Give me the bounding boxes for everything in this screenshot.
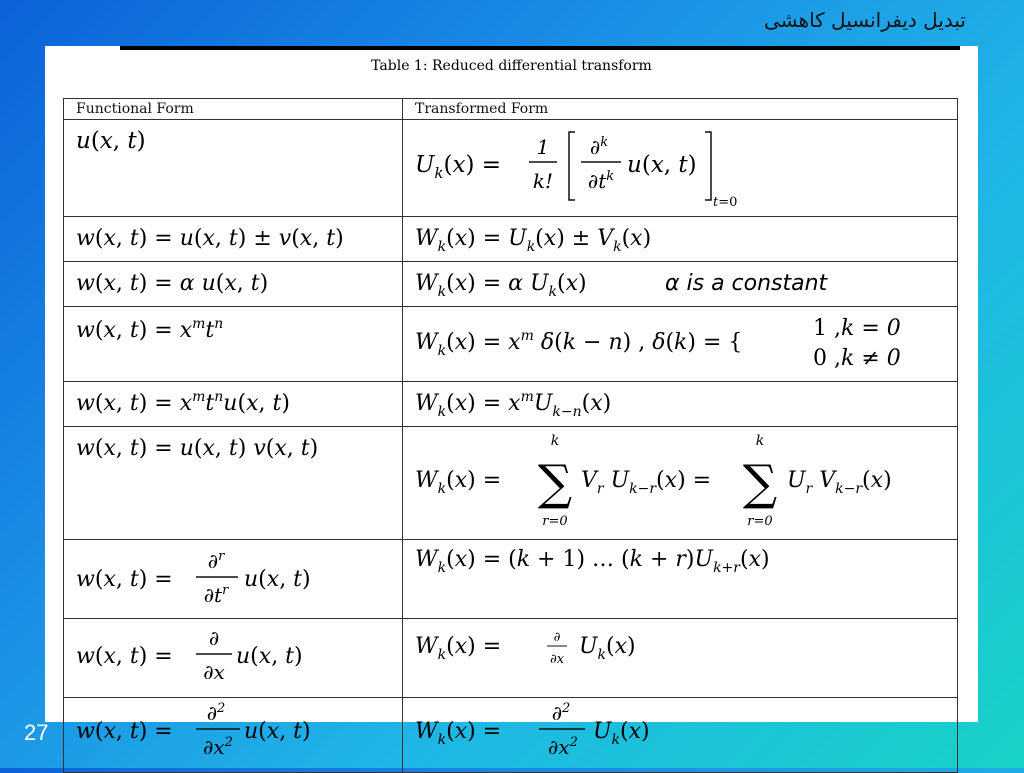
svg-text:∑: ∑	[742, 455, 778, 511]
svg-text:w(x, t) = α u(x, t): w(x, t) = α u(x, t)	[76, 271, 269, 296]
functional-cell	[64, 217, 403, 262]
transformed-cell	[403, 427, 958, 540]
table-row	[64, 540, 958, 619]
table-row	[64, 120, 958, 217]
formula-functional-9	[76, 698, 386, 764]
svg-text:∂: ∂	[208, 626, 220, 650]
formula-functional-4	[76, 311, 386, 345]
table-row	[64, 307, 958, 382]
slide-title: تبدیل دیفرانسیل کاهشی	[764, 8, 966, 32]
svg-text:u(x, t): u(x, t)	[244, 719, 311, 744]
transformed-cell	[403, 698, 958, 773]
table-row	[64, 698, 958, 773]
svg-text:w(x, t) = xmtn: w(x, $t) = x^mt^n$	[76, 316, 224, 343]
svg-text:u(x, t): u(x, t)	[236, 644, 303, 669]
formula-transformed-1	[415, 124, 935, 208]
svg-text:Wk(x) =: $W_k(x)$ =	[415, 634, 502, 663]
svg-text:Wk(x) = xm δ(k − n) , δ(k) =: $W_k(x) = x^m$ δ(k − n) , δ(k) = {	[415, 328, 743, 359]
table-row	[64, 382, 958, 427]
svg-text:Wk(x) = (k + 1) … (k + r)Uk+r(: $W_k(x) = (k + 1)$ … $(k + r)U_{k+r}(x)$	[415, 547, 770, 576]
functional-cell	[64, 427, 403, 540]
svg-text:α is a constant: α is a constant	[665, 271, 828, 296]
formula-transformed-4	[415, 311, 945, 373]
page-number: 27	[24, 720, 49, 745]
functional-cell	[64, 262, 403, 307]
formula-functional-2	[76, 221, 386, 253]
functional-cell	[64, 307, 403, 382]
transformed-cell	[403, 120, 958, 217]
svg-text:u(x, t): u(x, t)	[244, 567, 311, 592]
svg-text:∂: ∂	[553, 630, 561, 645]
content-panel	[45, 46, 978, 759]
svg-text:w(x, t) = xmtnu(x, t): w(x, $t) = x^mt^nu(x$, t)	[76, 389, 290, 416]
svg-text:∂r: ∂$^r$	[207, 549, 225, 573]
formula-transformed-8	[415, 623, 935, 683]
formula-functional-1	[76, 124, 376, 158]
svg-text:r=0: r=0	[542, 514, 568, 529]
formula-functional-8	[76, 623, 386, 689]
table-row	[64, 619, 958, 698]
svg-text:Wk(x) =: $W_k(x)$ =	[415, 719, 502, 748]
svg-text:w(x, t) = u(x, t) ± v(x, t): w(x, t) = u(x, t) ± v(x, t)	[76, 226, 344, 251]
svg-text:Wk(x) =: $W_k(x)$ =	[415, 468, 502, 497]
svg-text:∂x2: $\partial x^2$	[203, 735, 233, 759]
header-functional-form: Functional Form	[64, 99, 403, 120]
formula-functional-7	[76, 544, 386, 610]
svg-text:Wk(x) = α Uk(x): $W_k(x) = \alpha$ $U_k(x)$	[415, 271, 587, 298]
svg-text:Vr Uk−r(x) =: $V_r$ $U_{k-r}(x)$ =	[581, 468, 712, 497]
svg-text:u(x, t): u(x, t)	[627, 152, 697, 178]
formula-transformed-6	[415, 431, 945, 531]
svg-text:Ur Vk−r(x): $U_r$ $V_{k-r}(x)$	[787, 468, 892, 497]
transformed-cell	[403, 540, 958, 619]
svg-text:k: k	[550, 433, 560, 449]
functional-cell	[64, 540, 403, 619]
transformed-cell	[403, 619, 958, 698]
top-rule	[120, 46, 960, 50]
svg-text:Uk(x) =: $U_k(x)$ =	[415, 152, 502, 182]
svg-text:∂2: ∂$^2$	[206, 701, 226, 725]
table-row	[64, 262, 958, 307]
table-header-row	[64, 99, 958, 120]
formula-functional-5	[76, 386, 386, 418]
formula-transformed-3	[415, 266, 935, 298]
transformed-cell	[403, 217, 958, 262]
svg-text:∂k: ∂$^k$	[589, 135, 609, 159]
functional-cell	[64, 382, 403, 427]
svg-text:Uk(x): $U_k(x)$	[593, 719, 650, 748]
header-transformed-form: Transformed Form	[403, 99, 958, 120]
table-row	[64, 217, 958, 262]
svg-text:1: 1	[536, 135, 550, 159]
svg-text:∂tk: $\partial t^k$	[587, 169, 615, 193]
functional-cell	[64, 619, 403, 698]
svg-text:∂x: ∂x	[549, 652, 565, 667]
svg-text:∂2: ∂$^2$	[551, 701, 571, 725]
formula-transformed-2	[415, 221, 935, 253]
svg-text:∂x2: $\partial x^2$	[548, 735, 578, 759]
formula-transformed-7	[415, 544, 935, 576]
functional-cell	[64, 120, 403, 217]
transform-table	[63, 98, 958, 773]
table-caption: Table 1: Reduced differential transform	[371, 58, 652, 74]
svg-text:w(x, t) =: w(x, t) =	[76, 719, 173, 744]
svg-text:1 ,k = 0: 1 ,k = 0	[813, 316, 901, 341]
svg-text:w(x, t) =: w(x, t) =	[76, 644, 173, 669]
transformed-cell	[403, 307, 958, 382]
svg-text:∂x: ∂x	[203, 660, 225, 684]
formula-transformed-5	[415, 386, 935, 418]
svg-text:0 ,k ≠ 0: 0 ,k ≠ 0	[813, 346, 901, 371]
svg-text:u(x, t): u(x, t)	[76, 128, 146, 154]
svg-text:Wk(x) = xmUk−n(x): $W_k(x) = x^mU_{k-n}(x)$	[415, 389, 612, 418]
formula-functional-3	[76, 266, 386, 298]
svg-text:Wk(x) = Uk(x) ± Vk(x): $W_k(x) = U_k(x) \pm V_k(x)$	[415, 226, 652, 253]
svg-text:t=0: t=0	[713, 195, 738, 208]
svg-text:∂tr: $\partial t^r$	[203, 583, 229, 607]
svg-text:∑: ∑	[537, 455, 573, 511]
svg-text:k!: k!	[532, 169, 554, 193]
svg-text:k: k	[755, 433, 765, 449]
formula-transformed-9	[415, 698, 935, 764]
svg-text:w(x, t) =: w(x, t) =	[76, 567, 173, 592]
table-row	[64, 427, 958, 540]
functional-cell	[64, 698, 403, 773]
svg-text:Uk(x): $U_k(x)$	[579, 634, 636, 663]
svg-text:r=0: r=0	[747, 514, 773, 529]
formula-functional-6	[76, 431, 386, 465]
svg-text:w(x, t) = u(x, t) v(x, t): w(x, t) = u(x, t) v(x, t)	[76, 436, 319, 461]
transformed-cell	[403, 262, 958, 307]
transformed-cell	[403, 382, 958, 427]
